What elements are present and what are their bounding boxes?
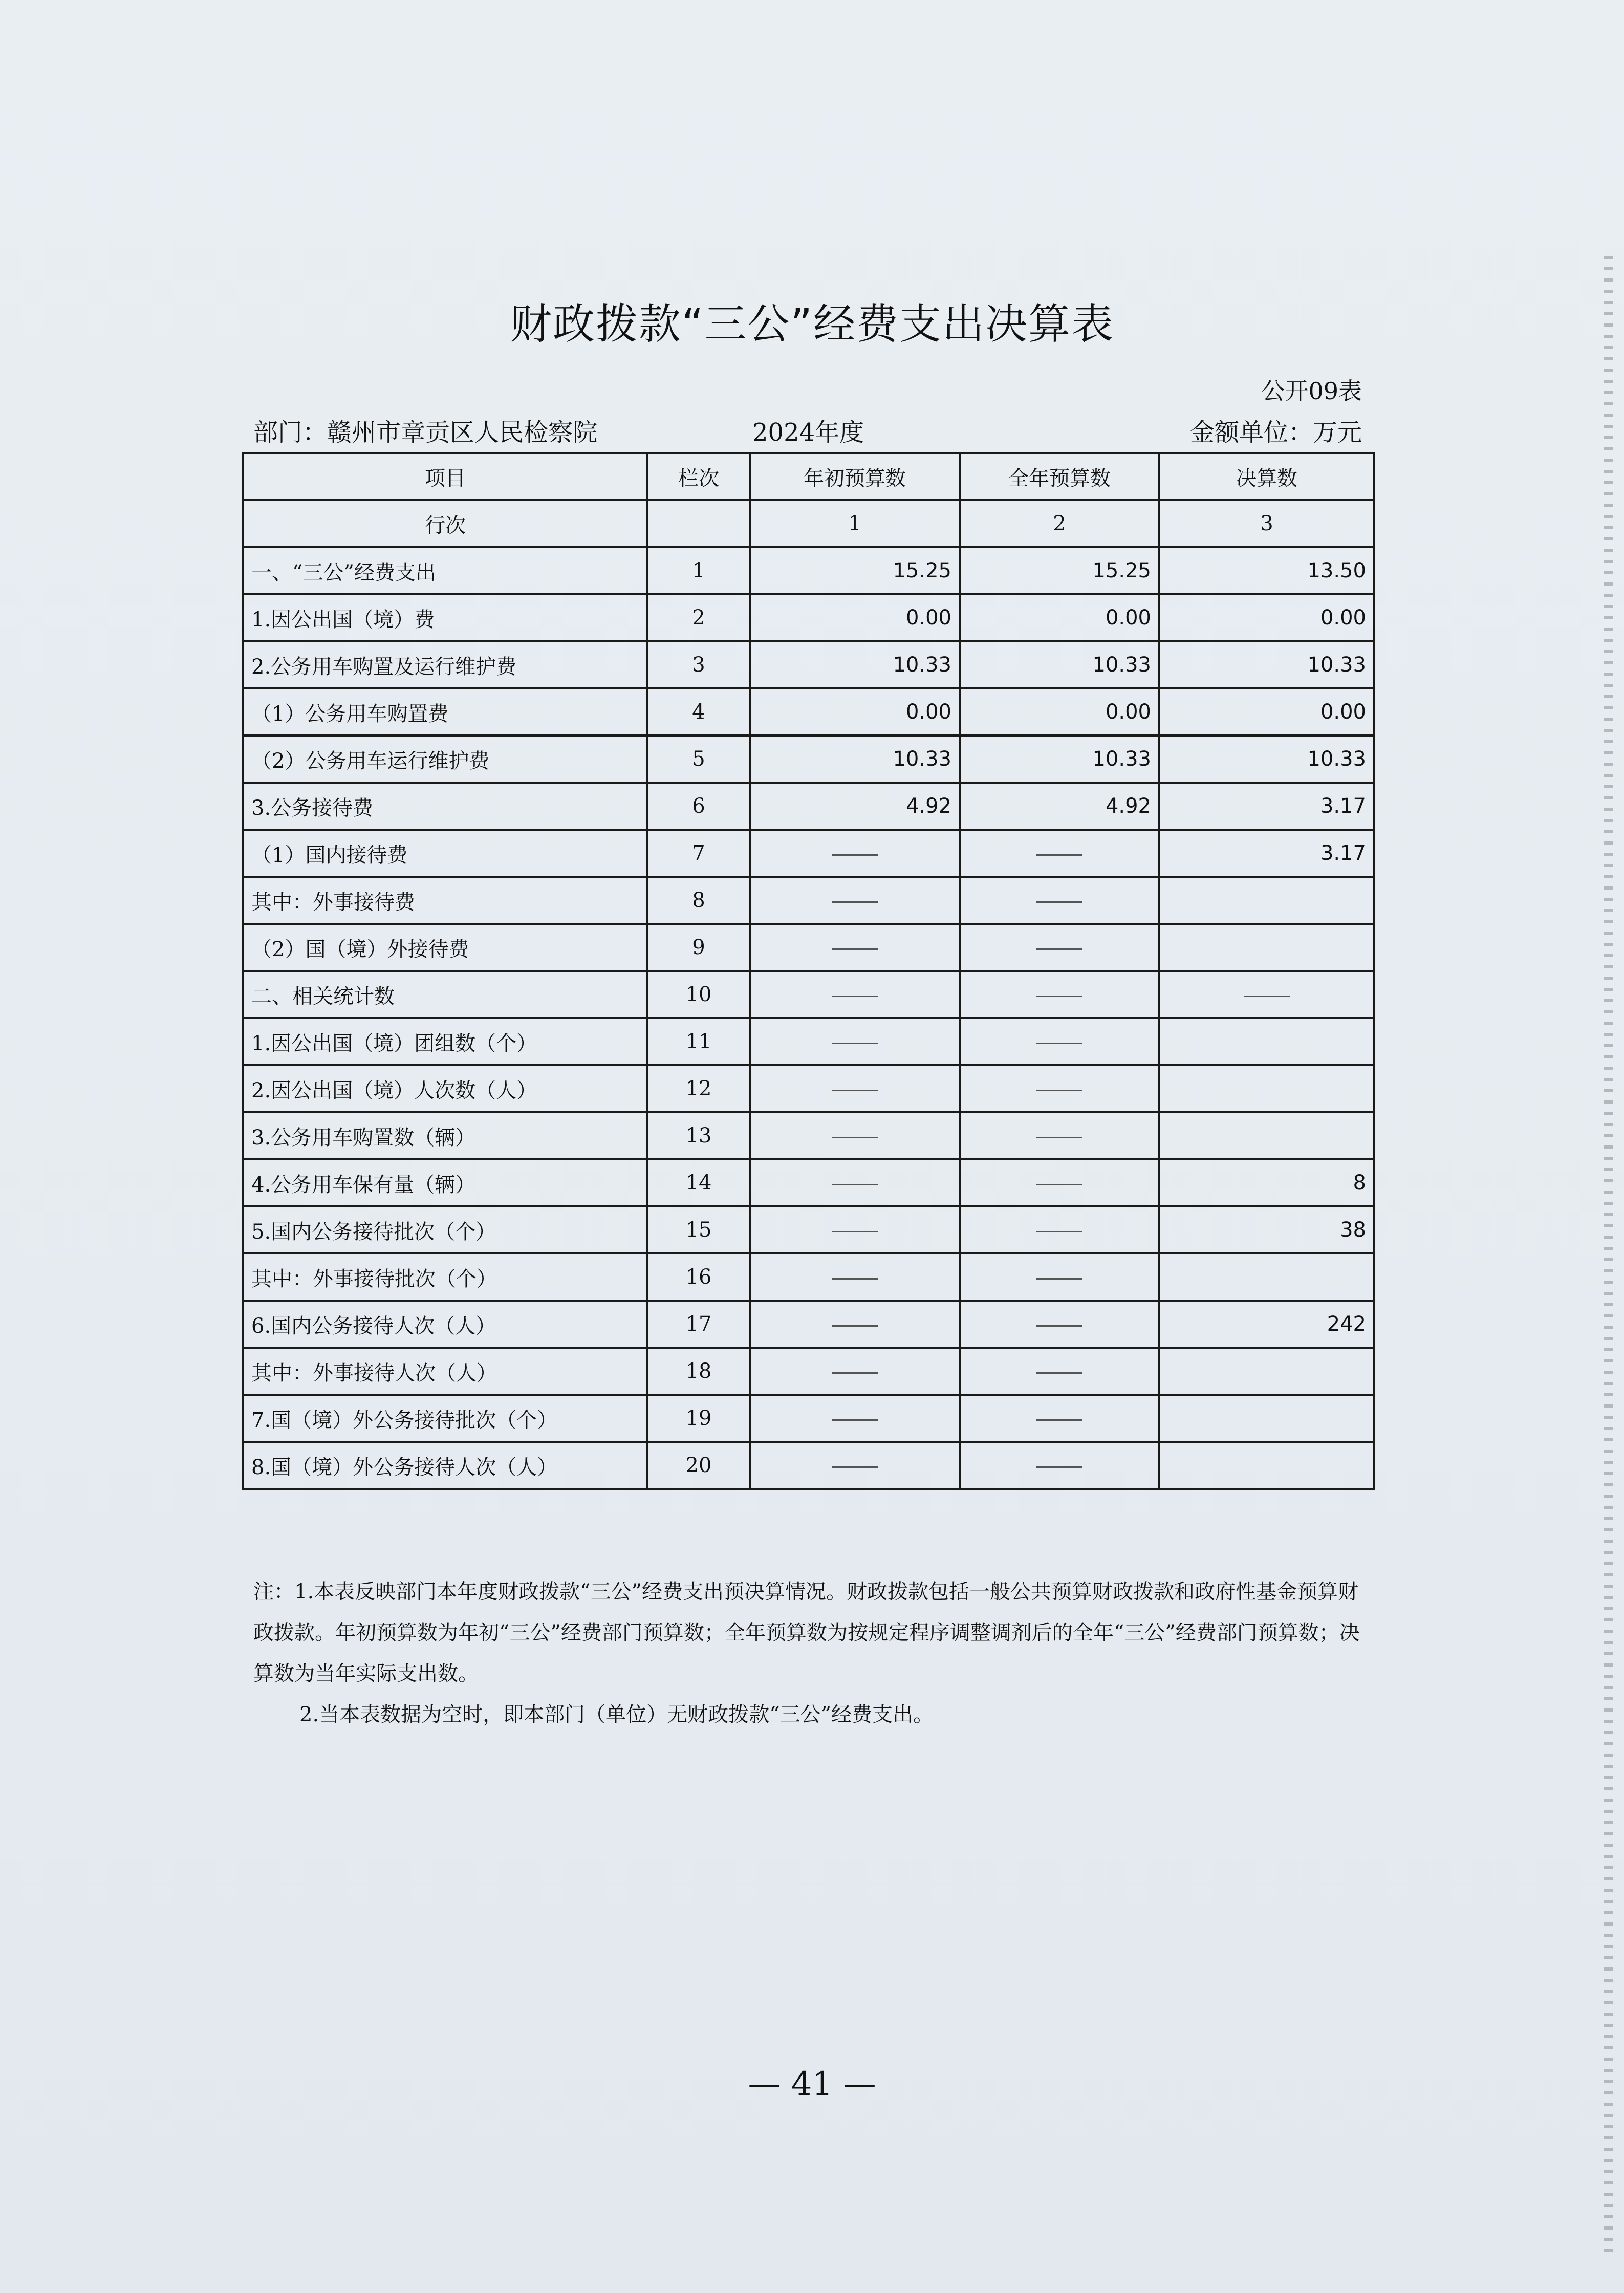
row-initial-budget: 0.00 (750, 688, 960, 736)
row-item-label: 其中：外事接待人次（人） (243, 1348, 647, 1395)
row-final-account: 10.33 (1159, 641, 1374, 688)
page-edge-binding (1604, 256, 1613, 2252)
row-final-account (1159, 1395, 1374, 1442)
row-item-label: 5.国内公务接待批次（个） (243, 1206, 647, 1253)
row-full-year-budget: 0.00 (960, 688, 1159, 736)
not-applicable-dash (832, 901, 878, 903)
row-final-account (1159, 1253, 1374, 1301)
row-item-label: （1）国内接待费 (243, 830, 647, 877)
row-initial-budget: 15.25 (750, 547, 960, 594)
not-applicable-dash (832, 1231, 878, 1232)
row-initial-budget: 10.33 (750, 736, 960, 783)
header-item: 项目 (243, 453, 647, 500)
year-label: 2024年度 (752, 418, 864, 447)
document-title: 财政拨款“三公”经费支出决算表 (510, 300, 1114, 349)
row-item-label: （2）公务用车运行维护费 (243, 736, 647, 783)
not-applicable-dash (1036, 1466, 1082, 1468)
row-item-label: 6.国内公务接待人次（人） (243, 1301, 647, 1348)
not-applicable-dash (832, 1325, 878, 1327)
row-line-number: 1 (647, 547, 750, 594)
form-number: 公开09表 (1261, 377, 1362, 405)
row-final-account: 242 (1159, 1301, 1374, 1348)
not-applicable-dash (832, 854, 878, 856)
row-item-label: 其中：外事接待批次（个） (243, 1253, 647, 1301)
row-final-account (1159, 1442, 1374, 1489)
table-row (243, 1301, 1374, 1348)
row-full-year-budget (960, 830, 1159, 877)
row-full-year-budget (960, 1395, 1159, 1442)
row-line-number: 6 (647, 783, 750, 830)
not-applicable-dash (1036, 1090, 1082, 1091)
not-applicable-dash (832, 1466, 878, 1468)
row-item-label: 1.因公出国（境）团组数（个） (243, 1018, 647, 1065)
row-full-year-budget (960, 1065, 1159, 1112)
row-line-number: 5 (647, 736, 750, 783)
row-line-number: 2 (647, 594, 750, 641)
row-item-label: （2）国（境）外接待费 (243, 924, 647, 971)
row-final-account: 13.50 (1159, 547, 1374, 594)
table-row (243, 971, 1374, 1018)
index-col-3: 3 (1159, 500, 1374, 547)
note-2: 2.当本表数据为空时，即本部门（单位）无财政拨款“三公”经费支出。 (299, 1703, 934, 1726)
not-applicable-dash (832, 1372, 878, 1374)
row-final-account (1159, 1065, 1374, 1112)
not-applicable-dash (1036, 1372, 1082, 1374)
table-row (243, 877, 1374, 924)
row-line-number: 12 (647, 1065, 750, 1112)
row-item-label: 2.公务用车购置及运行维护费 (243, 641, 647, 688)
row-final-account (1159, 971, 1374, 1018)
index-col-2: 2 (960, 500, 1159, 547)
table-row (243, 641, 1374, 688)
row-item-label: 1.因公出国（境）费 (243, 594, 647, 641)
table-row (243, 924, 1374, 971)
row-line-number: 3 (647, 641, 750, 688)
row-full-year-budget (960, 1159, 1159, 1206)
not-applicable-dash (1036, 1184, 1082, 1185)
row-full-year-budget (960, 1206, 1159, 1253)
note-1: 注：1.本表反映部门本年度财政拨款“三公”经费支出预决算情况。财政拨款包括一般公共预算财政拨款和政府性基金预算财政拨款。年初预算数为年初“三公”经费部门预算数；全年预算数为按规定程序调整调剂后的全年“三公”经费部门预算数；决算数为当年实际支出数。 (253, 1580, 1360, 1685)
row-item-label: 4.公务用车保有量（辆） (243, 1159, 647, 1206)
not-applicable-dash (832, 948, 878, 950)
row-item-label: 2.因公出国（境）人次数（人） (243, 1065, 647, 1112)
row-final-account (1159, 924, 1374, 971)
row-item-label: 3.公务用车购置数（辆） (243, 1112, 647, 1159)
not-applicable-dash (1036, 996, 1082, 997)
row-line-number: 9 (647, 924, 750, 971)
not-applicable-dash (1036, 1043, 1082, 1044)
table-row (243, 1112, 1374, 1159)
row-full-year-budget: 10.33 (960, 736, 1159, 783)
unit-label: 金额单位：万元 (1189, 418, 1362, 447)
table-row (243, 1442, 1374, 1489)
row-final-account: 8 (1159, 1159, 1374, 1206)
row-full-year-budget: 4.92 (960, 783, 1159, 830)
row-initial-budget (750, 924, 960, 971)
not-applicable-dash (1036, 1137, 1082, 1138)
not-applicable-dash (1036, 948, 1082, 950)
row-full-year-budget (960, 877, 1159, 924)
row-initial-budget (750, 1301, 960, 1348)
not-applicable-dash (832, 1278, 878, 1280)
index-row (243, 500, 1374, 547)
row-initial-budget (750, 1159, 960, 1206)
index-row-blank (647, 500, 750, 547)
row-final-account: 38 (1159, 1206, 1374, 1253)
row-line-number: 14 (647, 1159, 750, 1206)
table-row (243, 830, 1374, 877)
row-final-account: 0.00 (1159, 688, 1374, 736)
row-line-number: 13 (647, 1112, 750, 1159)
row-final-account: 10.33 (1159, 736, 1374, 783)
row-line-number: 8 (647, 877, 750, 924)
row-initial-budget (750, 877, 960, 924)
table-row (243, 1018, 1374, 1065)
row-initial-budget (750, 1018, 960, 1065)
not-applicable-dash (1036, 1278, 1082, 1280)
row-full-year-budget (960, 1112, 1159, 1159)
row-final-account: 3.17 (1159, 830, 1374, 877)
not-applicable-dash (832, 996, 878, 997)
table-row (243, 1253, 1374, 1301)
table-row (243, 736, 1374, 783)
index-col-1: 1 (750, 500, 960, 547)
page-number: — 41 — (748, 2065, 876, 2103)
not-applicable-dash (832, 1090, 878, 1091)
row-line-number: 7 (647, 830, 750, 877)
row-full-year-budget (960, 924, 1159, 971)
row-full-year-budget: 10.33 (960, 641, 1159, 688)
notes (253, 1571, 1374, 1735)
row-initial-budget (750, 971, 960, 1018)
row-full-year-budget (960, 1253, 1159, 1301)
row-final-account (1159, 877, 1374, 924)
row-item-label: 8.国（境）外公务接待人次（人） (243, 1442, 647, 1489)
row-line-number: 16 (647, 1253, 750, 1301)
not-applicable-dash (1244, 996, 1290, 997)
row-item-label: 二、相关统计数 (243, 971, 647, 1018)
row-full-year-budget (960, 1018, 1159, 1065)
row-final-account: 0.00 (1159, 594, 1374, 641)
row-item-label: （1）公务用车购置费 (243, 688, 647, 736)
table-row (243, 547, 1374, 594)
three-public-expenses-table (242, 452, 1375, 1490)
table-row (243, 1395, 1374, 1442)
header-final-account: 决算数 (1159, 453, 1374, 500)
row-line-number: 10 (647, 971, 750, 1018)
row-initial-budget (750, 1395, 960, 1442)
row-final-account (1159, 1018, 1374, 1065)
header-initial-budget: 年初预算数 (750, 453, 960, 500)
row-item-label: 一、“三公”经费支出 (243, 547, 647, 594)
row-full-year-budget: 0.00 (960, 594, 1159, 641)
row-line-number: 18 (647, 1348, 750, 1395)
table-row (243, 1206, 1374, 1253)
row-final-account (1159, 1348, 1374, 1395)
not-applicable-dash (832, 1043, 878, 1044)
row-initial-budget (750, 830, 960, 877)
index-row-label: 行次 (243, 500, 647, 547)
table-row (243, 783, 1374, 830)
row-line-number: 17 (647, 1301, 750, 1348)
header-full-year-budget: 全年预算数 (960, 453, 1159, 500)
row-initial-budget: 0.00 (750, 594, 960, 641)
department-label: 部门：赣州市章贡区人民检察院 (253, 418, 598, 447)
row-initial-budget (750, 1348, 960, 1395)
row-full-year-budget (960, 1348, 1159, 1395)
row-line-number: 19 (647, 1395, 750, 1442)
row-initial-budget (750, 1112, 960, 1159)
row-initial-budget (750, 1065, 960, 1112)
table-row (243, 1348, 1374, 1395)
table-row (243, 688, 1374, 736)
row-item-label: 其中：外事接待费 (243, 877, 647, 924)
row-initial-budget: 4.92 (750, 783, 960, 830)
not-applicable-dash (1036, 1419, 1082, 1421)
table-row (243, 1159, 1374, 1206)
row-full-year-budget (960, 1301, 1159, 1348)
not-applicable-dash (1036, 901, 1082, 903)
row-initial-budget: 10.33 (750, 641, 960, 688)
table-row (243, 594, 1374, 641)
not-applicable-dash (1036, 1325, 1082, 1327)
not-applicable-dash (1036, 1231, 1082, 1232)
not-applicable-dash (832, 1419, 878, 1421)
not-applicable-dash (832, 1137, 878, 1138)
not-applicable-dash (1036, 854, 1082, 856)
meta-row (253, 413, 1362, 447)
row-full-year-budget: 15.25 (960, 547, 1159, 594)
row-item-label: 3.公务接待费 (243, 783, 647, 830)
row-line-number: 20 (647, 1442, 750, 1489)
row-final-account: 3.17 (1159, 783, 1374, 830)
not-applicable-dash (832, 1184, 878, 1185)
row-initial-budget (750, 1206, 960, 1253)
header-row (243, 453, 1374, 500)
row-final-account (1159, 1112, 1374, 1159)
row-line-number: 4 (647, 688, 750, 736)
table-row (243, 1065, 1374, 1112)
row-line-number: 11 (647, 1018, 750, 1065)
row-initial-budget (750, 1253, 960, 1301)
row-line-number: 15 (647, 1206, 750, 1253)
row-initial-budget (750, 1442, 960, 1489)
row-full-year-budget (960, 1442, 1159, 1489)
header-column-no: 栏次 (647, 453, 750, 500)
row-item-label: 7.国（境）外公务接待批次（个） (243, 1395, 647, 1442)
row-full-year-budget (960, 971, 1159, 1018)
